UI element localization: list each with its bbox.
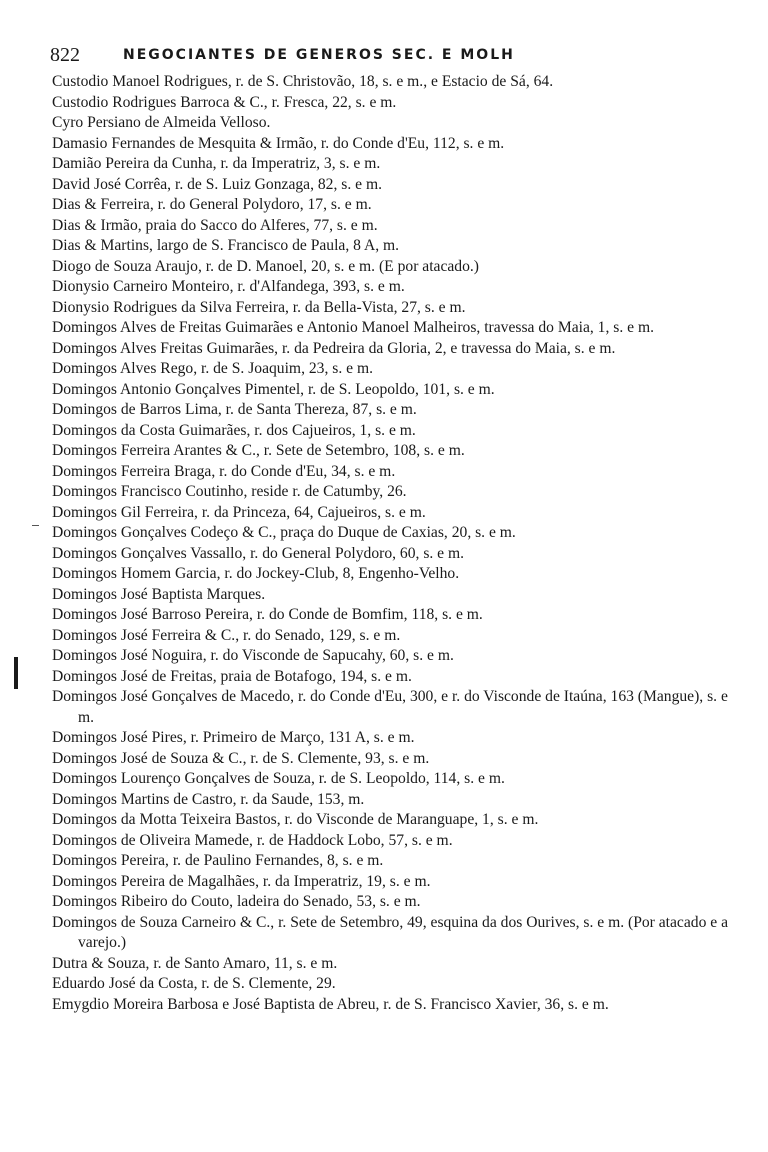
directory-entry: Domingos Pereira de Magalhães, r. da Imperatriz, 19, s. e m.: [52, 872, 431, 890]
directory-entry: Domingos José Baptista Marques.: [52, 585, 266, 603]
directory-entry: Domingos José Noguira, r. do Visconde de Sapucahy, 60, s. e m.: [52, 647, 454, 664]
directory-entry: Domingos Lourenço Gonçalves de Souza, r. de S. Leopoldo, 114, s. e m.: [52, 770, 505, 787]
directory-entry: Domingos da Motta Teixeira Bastos, r. do Visconde de Maranguape, 1, s. e m.: [52, 811, 539, 828]
directory-entry: Emygdio Moreira Barbosa e José Baptista de Abreu, r. de S. Francisco Xavier, 36, s. e m.: [52, 995, 609, 1013]
directory-entry: Domingos de Souza Carneiro & C., r. Sete de Setembro, 49, esquina da dos Ourives, s. e m. (Por atacado e a varejo.): [52, 913, 729, 951]
running-head: NEGOCIANTES DE GENEROS SEC. E MOLH: [123, 47, 515, 63]
directory-entry: Diogo de Souza Araujo, r. de D. Manoel, 20, s. e m. (E por atacado.): [52, 257, 479, 275]
directory-entry: Cyro Persiano de Almeida Velloso.: [52, 114, 271, 131]
directory-entry: Domingos José Gonçalves de Macedo, r. do Conde d'Eu, 300, e r. do Visconde de Itaúna, 163 (Mangue), s. e m.: [52, 688, 728, 726]
directory-entry: Domingos Pereira, r. de Paulino Fernandes, 8, s. e m.: [52, 852, 384, 869]
directory-entry: Domingos Martins de Castro, r. da Saude, 153, m.: [52, 790, 365, 808]
directory-entry: Dionysio Carneiro Monteiro, r. d'Alfandega, 393, s. e m.: [52, 278, 405, 295]
directory-entry: Domingos José Ferreira & C., r. do Senado, 129, s. e m.: [52, 626, 401, 644]
directory-entry: Domingos Alves Freitas Guimarães, r. da Pedreira da Gloria, 2, e travessa do Maia, s. e m.: [52, 339, 616, 357]
directory-entry: Dias & Ferreira, r. do General Polydoro, 17, s. e m.: [52, 196, 372, 213]
directory-entry: Damião Pereira da Cunha, r. da Imperatriz, 3, s. e m.: [52, 155, 381, 172]
directory-entry: Domingos Ferreira Arantes & C., r. Sete de Setembro, 108, s. e m.: [52, 442, 465, 459]
directory-entry: Custodio Manoel Rodrigues, r. de S. Christovão, 18, s. e m., e Estacio de Sá, 64.: [52, 73, 554, 90]
directory-entry: Domingos Gil Ferreira, r. da Princeza, 64, Cajueiros, s. e m.: [52, 503, 426, 521]
directory-entry: Domingos Alves Rego, r. de S. Joaquim, 23, s. e m.: [52, 360, 373, 377]
directory-entry: Domingos José Barroso Pereira, r. do Conde de Bomfim, 118, s. e m.: [52, 606, 483, 623]
directory-entry: Domingos da Costa Guimarães, r. dos Cajueiros, 1, s. e m.: [52, 421, 416, 439]
page-number: 822: [50, 44, 80, 66]
directory-entry: Domingos de Oliveira Mamede, r. de Haddock Lobo, 57, s. e m.: [52, 831, 453, 849]
directory-entries: [52, 72, 732, 1015]
directory-entry: Domingos Ribeiro do Couto, ladeira do Senado, 53, s. e m.: [52, 893, 421, 910]
directory-entry: Domingos Ferreira Braga, r. do Conde d'Eu, 34, s. e m.: [52, 462, 396, 480]
directory-entry: Damasio Fernandes de Mesquita & Irmão, r. do Conde d'Eu, 112, s. e m.: [52, 134, 505, 152]
directory-entry: Domingos Gonçalves Codeço & C., praça do Duque de Caxias, 20, s. e m.: [52, 524, 516, 541]
directory-entry: Domingos Homem Garcia, r. do Jockey-Club, 8, Engenho-Velho.: [52, 565, 460, 582]
directory-entry: Custodio Rodrigues Barroca & C., r. Fresca, 22, s. e m.: [52, 93, 397, 111]
directory-entry: Dias & Martins, largo de S. Francisco de Paula, 8 A, m.: [52, 237, 400, 254]
directory-entry: Domingos Alves de Freitas Guimarães e Antonio Manoel Malheiros, travessa do Maia, 1, s. e m.: [52, 319, 654, 336]
directory-entry: Domingos de Barros Lima, r. de Santa Thereza, 87, s. e m.: [52, 401, 417, 418]
margin-mark: [14, 657, 18, 689]
directory-entry: Dutra & Souza, r. de Santo Amaro, 11, s. e m.: [52, 954, 338, 972]
page-header: [48, 40, 748, 68]
directory-entry: Domingos Francisco Coutinho, reside r. de Catumby, 26.: [52, 483, 407, 500]
directory-entry: Eduardo José da Costa, r. de S. Clemente, 29.: [52, 975, 336, 992]
directory-entry: Domingos José de Souza & C., r. de S. Clemente, 93, s. e m.: [52, 749, 430, 767]
directory-entry: Domingos José de Freitas, praia de Botafogo, 194, s. e m.: [52, 667, 412, 685]
margin-dash: [32, 525, 39, 526]
directory-entry: Dionysio Rodrigues da Silva Ferreira, r. da Bella-Vista, 27, s. e m.: [52, 298, 466, 316]
directory-entry: Domingos José Pires, r. Primeiro de Março, 131 A, s. e m.: [52, 729, 415, 746]
directory-entry: Dias & Irmão, praia do Sacco do Alferes, 77, s. e m.: [52, 216, 378, 234]
directory-entry: David José Corrêa, r. de S. Luiz Gonzaga, 82, s. e m.: [52, 175, 382, 193]
directory-entry: Domingos Gonçalves Vassallo, r. do General Polydoro, 60, s. e m.: [52, 544, 465, 562]
directory-entry: Domingos Antonio Gonçalves Pimentel, r. de S. Leopoldo, 101, s. e m.: [52, 380, 495, 398]
